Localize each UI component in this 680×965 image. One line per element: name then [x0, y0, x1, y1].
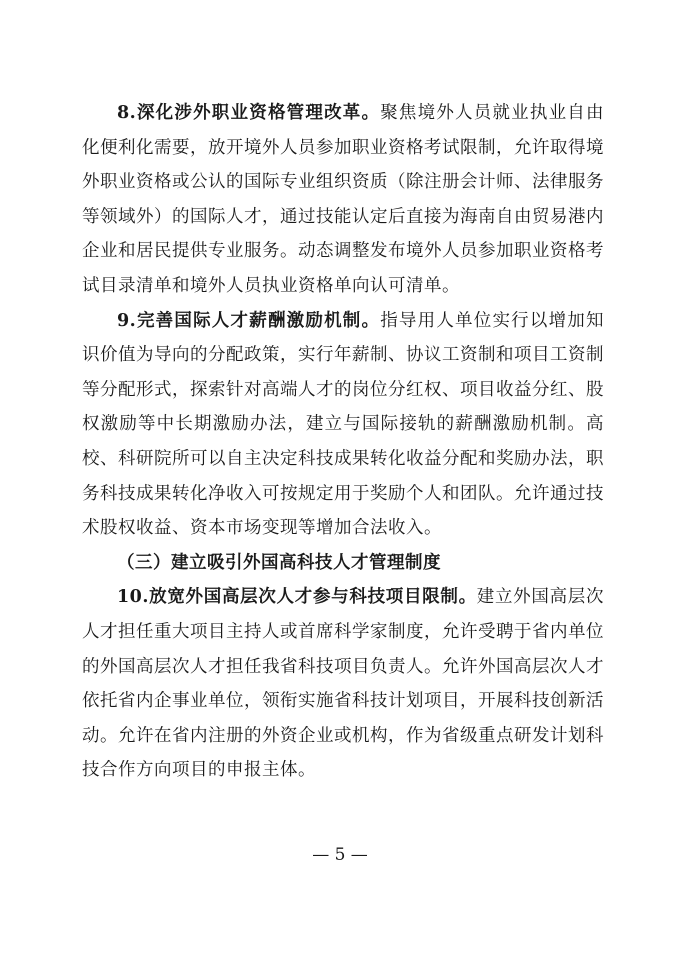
- paragraph-8-body: 聚焦境外人员就业执业自由化便利化需要，放开境外人员参加职业资格考试限制，允许取得境外职业资格或公认的国际专业组织资质（除注册会计师、法律服务等领域外）的国际人才，通过技能认定后直接为海南自由贸易港内企业和居民提供专业服务。动态调整发布境外人员参加职业资格考试目录清单和境外人员执业资格单向认可清单。: [82, 103, 604, 296]
- paragraph-10: [82, 580, 604, 788]
- paragraph-10-lead: 10.放宽外国高层次人才参与科技项目限制。: [117, 587, 477, 608]
- document-body: [82, 96, 604, 788]
- paragraph-8-lead: 8.深化涉外职业资格管理改革。: [117, 103, 381, 123]
- paragraph-9-body: 指导用人单位实行以增加知识价值为导向的分配政策，实行年薪制、协议工资制和项目工资制等分配形式，探索针对高端人才的岗位分红权、项目收益分红、股权激励等中长期激励办法，建立与国际接轨的薪酬激励机制。高校、科研院所可以自主决定科技成果转化收益分配和奖励办法，职务科技成果转化净收入可按规定用于奖励个人和团队。允许通过技术股权收益、资本市场变现等增加合法收入。: [82, 310, 604, 539]
- section-heading: （三）建立吸引外国高科技人才管理制度: [117, 552, 441, 573]
- page-number: — 5 —: [312, 845, 368, 865]
- paragraph-9: [82, 304, 604, 546]
- paragraph-8: [82, 96, 604, 304]
- paragraph-10-body: 建立外国高层次人才担任重大项目主持人或首席科学家制度，允许受聘于省内单位的外国高层次人才担任我省科技项目负责人。允许外国高层次人才依托省内企事业单位，领衔实施省科技计划项目，开展科技创新活动。允许在省内注册的外资企业或机构，作为省级重点研发计划科技合作方向项目的申报主体。: [82, 587, 604, 781]
- paragraph-9-lead: 9.完善国际人才薪酬激励机制。: [117, 310, 381, 331]
